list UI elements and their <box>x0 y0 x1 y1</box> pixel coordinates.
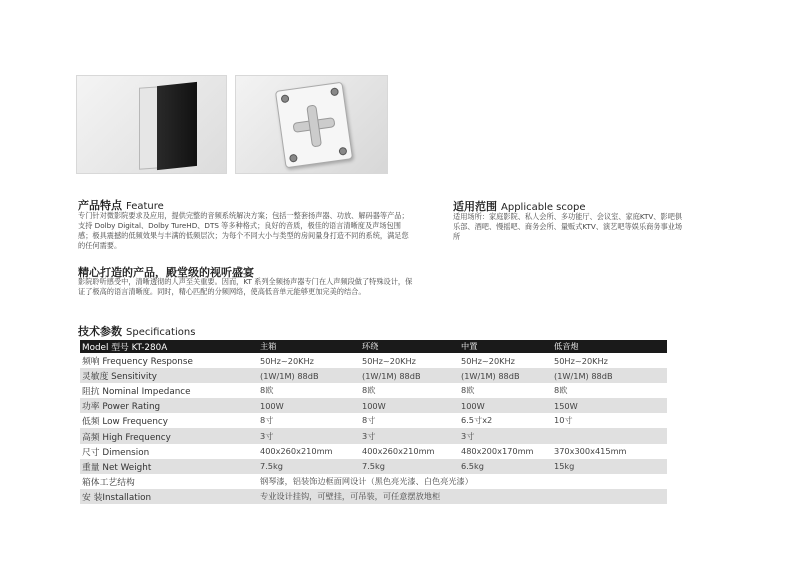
spec-cell: 钢琴漆，铝装饰边框面网设计（黑色亮光漆、白色亮光漆） <box>260 475 473 486</box>
spec-row-cabinet <box>80 474 667 489</box>
craft-text: 影院聆听感受中，清晰透彻的人声至关重要。因而，KT 系列全频扬声器专门在人声频段做了特殊设计，保证了极高的语言清晰度。同时，精心匹配的分频网络，使高低音单元能够更加完美的结合。 <box>78 277 413 296</box>
spec-cell: 50Hz~20KHz <box>362 355 416 366</box>
spec-cell: 高频 High Frequency <box>80 428 258 443</box>
spec-row-impedance <box>80 383 667 398</box>
spec-cell: 8欧 <box>461 385 475 396</box>
spec-cell: 安 装Installation <box>80 489 258 504</box>
feature-title-en: Feature <box>126 201 164 212</box>
product-photo-bracket <box>235 75 388 174</box>
spec-cell: 3寸 <box>459 428 552 443</box>
spec-header-row <box>80 340 667 353</box>
product-photo-speaker <box>76 75 227 174</box>
spec-cell: 3寸 <box>258 428 360 443</box>
scope-text: 适用场所：家庭影院、私人会所、多功能厅、会议室、家庭KTV、影吧俱乐部、酒吧、慢摇吧、商务会所、量贩式KTV、演艺吧等娱乐商务事业场所 <box>453 212 683 241</box>
spec-cell: 7.5kg <box>258 459 360 474</box>
spec-cell: 400x260x210mm <box>260 446 333 457</box>
spec-row-power <box>80 398 667 413</box>
spec-cell: (1W/1M) 88dB <box>552 368 667 383</box>
spec-table <box>80 340 667 504</box>
spec-cell: 低频 Low Frequency <box>82 417 168 428</box>
spec-cell: 8欧 <box>362 385 376 396</box>
spec-cell: 尺寸 Dimension <box>82 447 150 458</box>
spec-cell: 150W <box>552 398 667 413</box>
spec-row-dimension <box>80 444 667 459</box>
spec-cell: 6.5kg <box>459 459 552 474</box>
spec-row-weight <box>80 459 667 474</box>
spec-header-subwoofer: 低音炮 <box>552 340 667 353</box>
spec-cell: 370x300x415mm <box>554 446 627 457</box>
spec-row-installation <box>80 489 667 504</box>
craft-heading: 精心打造的产品，殿堂级的视听盛宴 <box>78 266 254 279</box>
spec-cell: 专业设计挂钩，可壁挂，可吊装，可任意摆放地柜 <box>258 489 667 504</box>
spec-cell: 50Hz~20KHz <box>554 355 608 366</box>
scope-title-cn: 适用范围 <box>453 200 497 213</box>
specs-title-cn: 技术参数 <box>78 325 122 338</box>
spec-cell: 7.5kg <box>360 459 459 474</box>
spec-row-high-frequency <box>80 428 667 443</box>
spec-cell: 100W <box>360 398 459 413</box>
spec-header-surround: 环绕 <box>360 340 459 353</box>
spec-cell: (1W/1M) 88dB <box>459 368 552 383</box>
speaker-front-grille <box>157 82 197 170</box>
spec-row-frequency <box>80 353 667 368</box>
feature-title-cn: 产品特点 <box>78 199 122 212</box>
spec-cell: 频响 Frequency Response <box>82 357 193 368</box>
scope-title-en: Applicable scope <box>501 202 586 213</box>
spec-header-model: Model 型号 KT-280A <box>80 340 258 353</box>
spec-cell: 8欧 <box>260 385 274 396</box>
spec-row-sensitivity <box>80 368 667 383</box>
spec-cell: 8欧 <box>554 385 568 396</box>
spec-header-center: 中置 <box>459 340 552 353</box>
spec-cell: 箱体工艺结构 <box>82 477 135 488</box>
specs-title-en: Specifications <box>126 327 196 338</box>
spec-cell: 3寸 <box>360 428 459 443</box>
spec-cell: 50Hz~20KHz <box>461 355 515 366</box>
spec-cell: 400x260x210mm <box>362 446 435 457</box>
spec-cell: 15kg <box>552 459 667 474</box>
spec-cell: 功率 Power Rating <box>80 398 258 413</box>
screw-icon <box>289 154 298 163</box>
spec-cell: 灵敏度 Sensitivity <box>80 368 258 383</box>
spec-cell: 50Hz~20KHz <box>260 355 314 366</box>
spec-cell: 480x200x170mm <box>461 446 534 457</box>
feature-text: 专门针对微影院要求及应用，提供完整的音频系统解决方案；包括一整套扬声器、功放、解码器等产品；支持 Dolby Digital、Dolby TureHD、DTS 等多种格式；良好的音质，极佳的语言清晰度及声场包围感；极具震撼的低频效果与丰满的低频层次；为每个不同大小与类型的房间量身打造不同的系统，满足您的任何需要。 <box>78 211 409 250</box>
screw-icon <box>330 87 339 96</box>
specs-heading <box>78 323 195 339</box>
spec-cell: (1W/1M) 88dB <box>258 368 360 383</box>
spec-cell: 8寸 <box>260 415 274 426</box>
spec-cell: 10寸 <box>554 415 573 426</box>
spec-cell: 重量 Net Weight <box>80 459 258 474</box>
spec-cell: 100W <box>258 398 360 413</box>
spec-cell: (1W/1M) 88dB <box>360 368 459 383</box>
mounting-bracket <box>275 82 353 169</box>
spec-cell: 100W <box>459 398 552 413</box>
spec-cell: 阻抗 Nominal Impedance <box>82 387 191 398</box>
spec-row-low-frequency <box>80 413 667 428</box>
screw-icon <box>338 147 347 156</box>
spec-cell: 8寸 <box>362 415 376 426</box>
spec-cell: 6.5寸x2 <box>461 415 493 426</box>
screw-icon <box>281 94 290 103</box>
spec-cell <box>552 428 667 443</box>
spec-header-main: 主箱 <box>258 340 360 353</box>
